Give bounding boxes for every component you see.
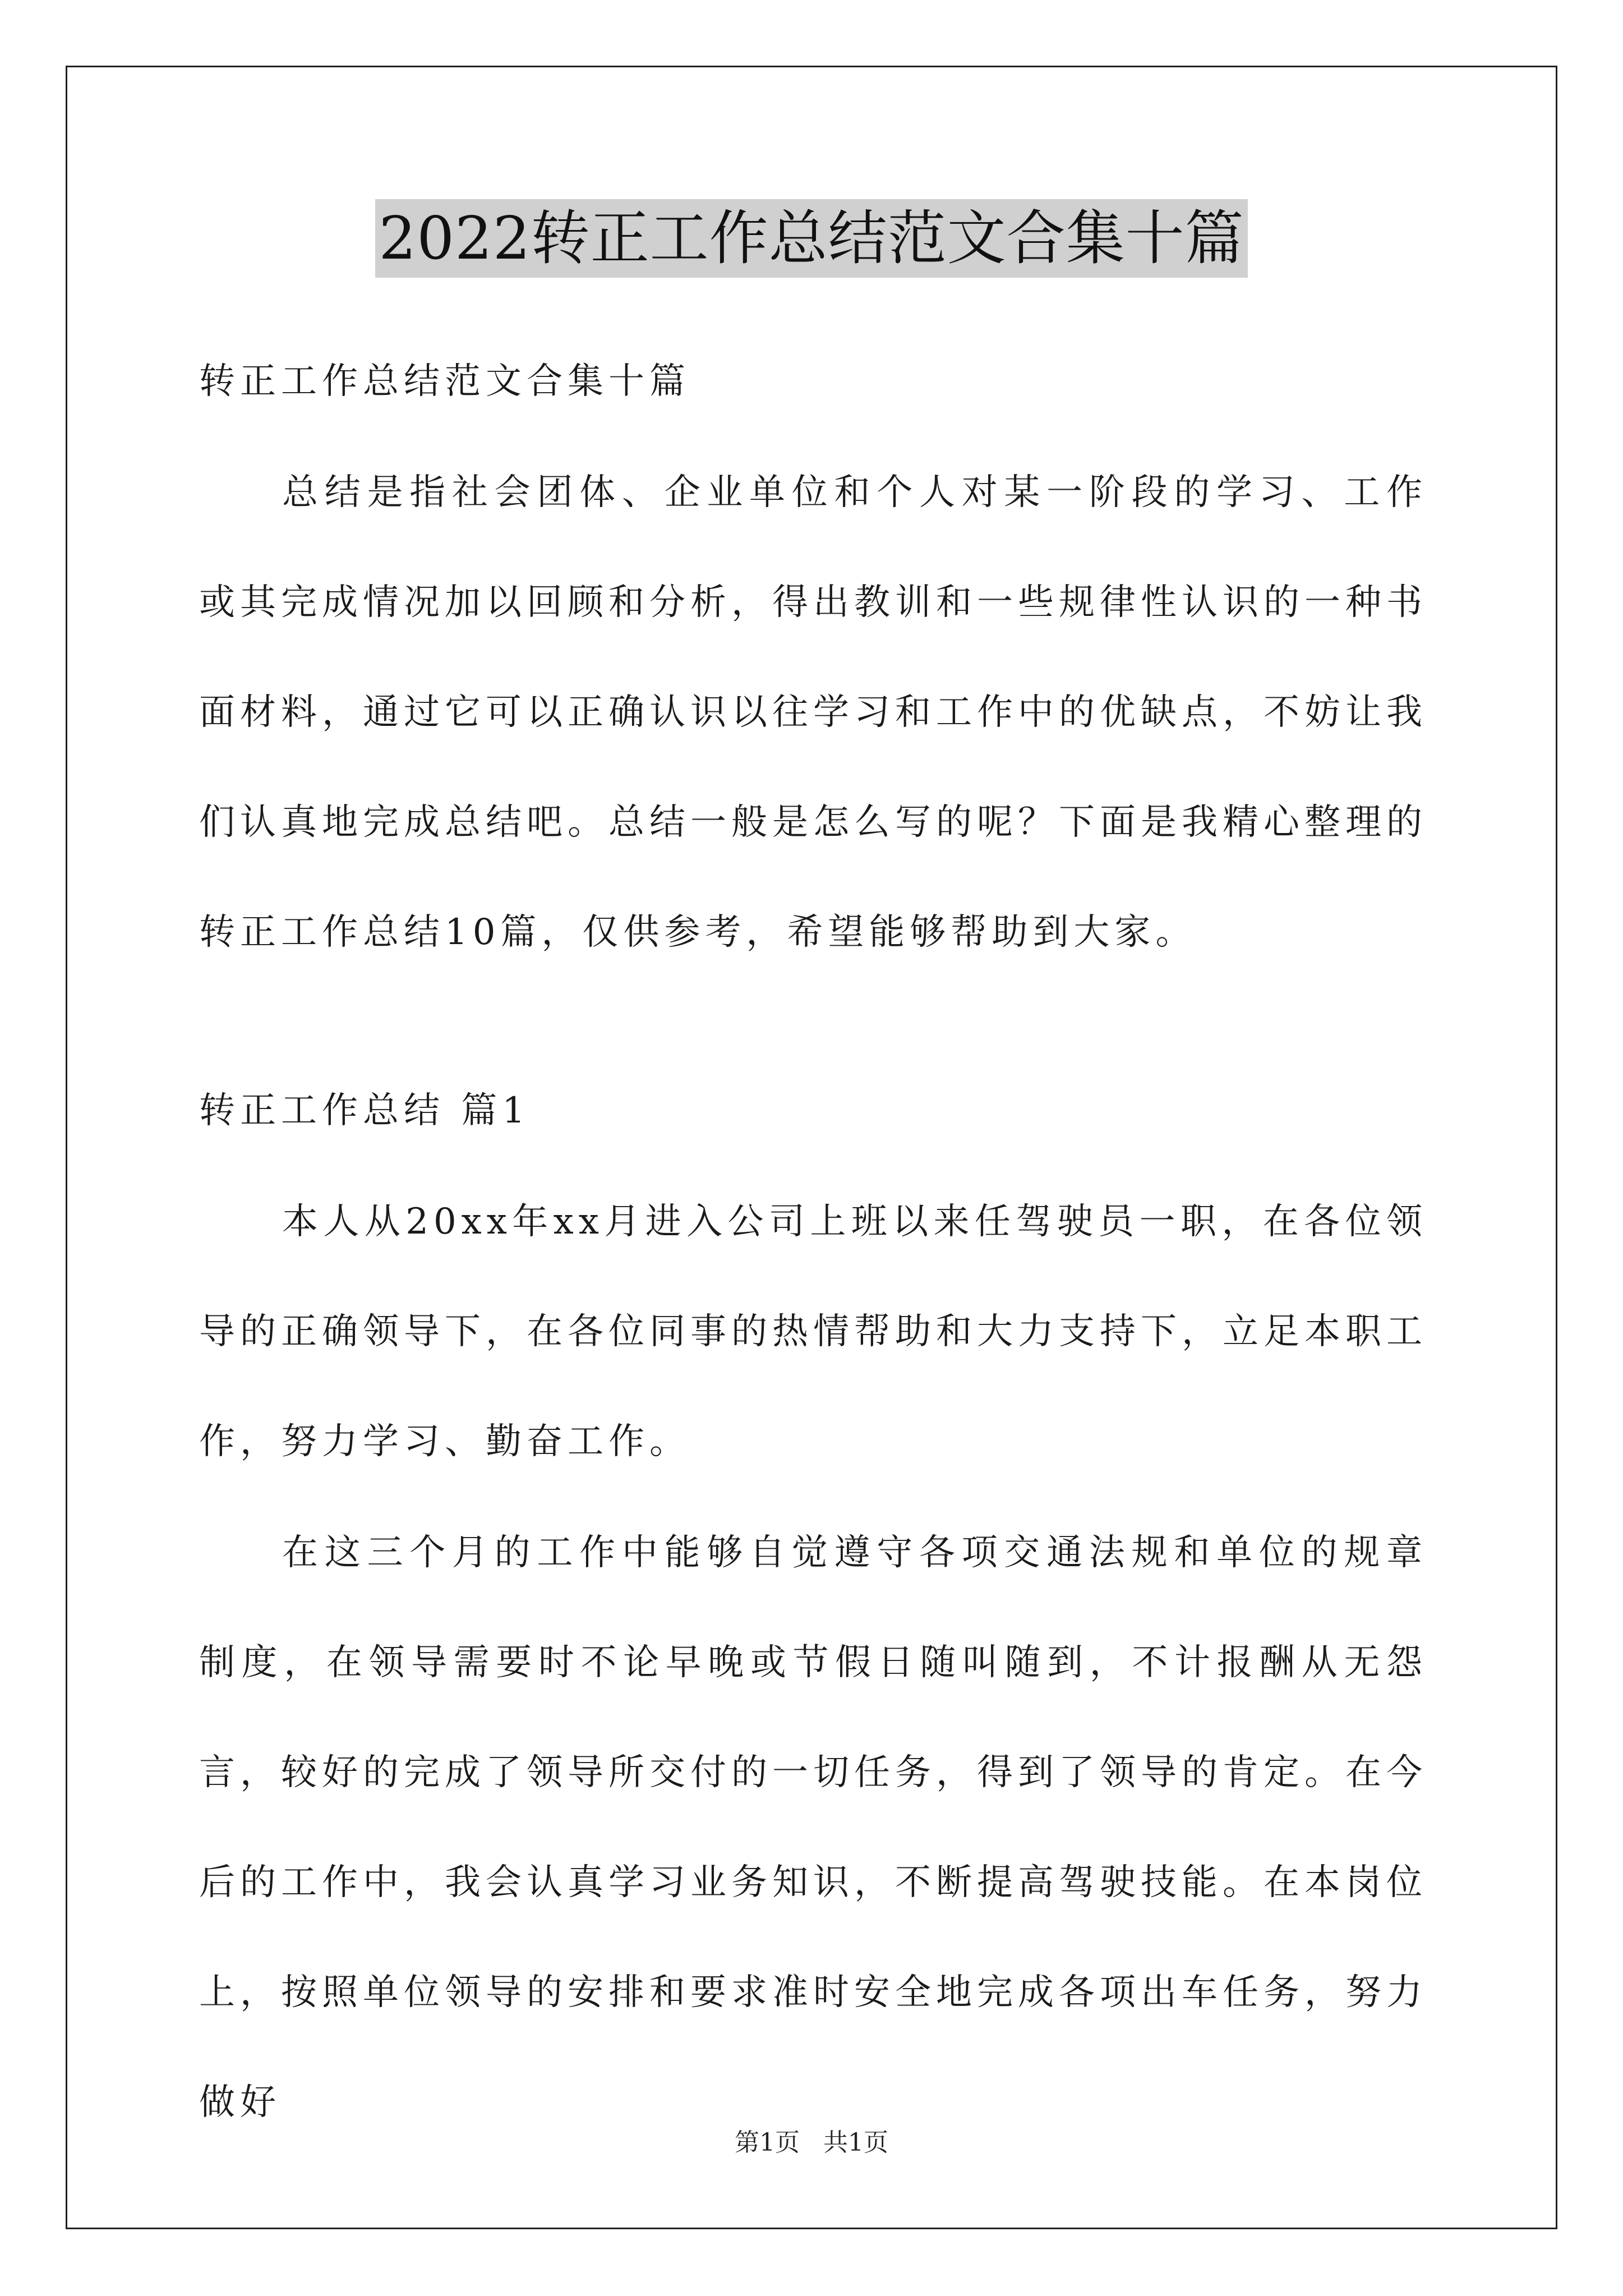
page-footer [0, 2126, 1623, 2160]
title-container [0, 199, 1623, 278]
page-number: 第1页 [735, 2128, 800, 2157]
document-subtitle: 转正工作总结范文合集十篇 [199, 361, 690, 402]
page-total: 共1页 [823, 2128, 888, 2157]
section-heading-1: 转正工作总结 篇1 [199, 1090, 531, 1131]
document-title: 2022转正工作总结范文合集十篇 [375, 199, 1247, 278]
section-1-paragraph-2: 在这三个月的工作中能够自觉遵守各项交通法规和单位的规章制度，在领导需要时不论早晚或节假日随叫随到，不计报酬从无怨言，较好的完成了领导所交付的一切任务，得到了领导的肯定。在今后的工作中，我会认真学习业务知识，不断提高驾驶技能。在本岗位上，按照单位领导的安排和要求准时安全地完成各项出车任务，努力做好 [199, 1532, 1427, 2123]
section-1-paragraph-1: 本人从20xx年xx月进入公司上班以来任驾驶员一职，在各位领导的正确领导下，在各位同事的热情帮助和大力支持下，立足本职工作，努力学习、勤奋工作。 [199, 1201, 1427, 1462]
intro-paragraph: 总结是指社会团体、企业单位和个人对某一阶段的学习、工作或其完成情况加以回顾和分析，得出教训和一些规律性认识的一种书面材料，通过它可以正确认识以往学习和工作中的优缺点，不妨让我们认真地完成总结吧。总结一般是怎么写的呢？下面是我精心整理的转正工作总结10篇，仅供参考，希望能够帮助到大家。 [199, 472, 1427, 953]
